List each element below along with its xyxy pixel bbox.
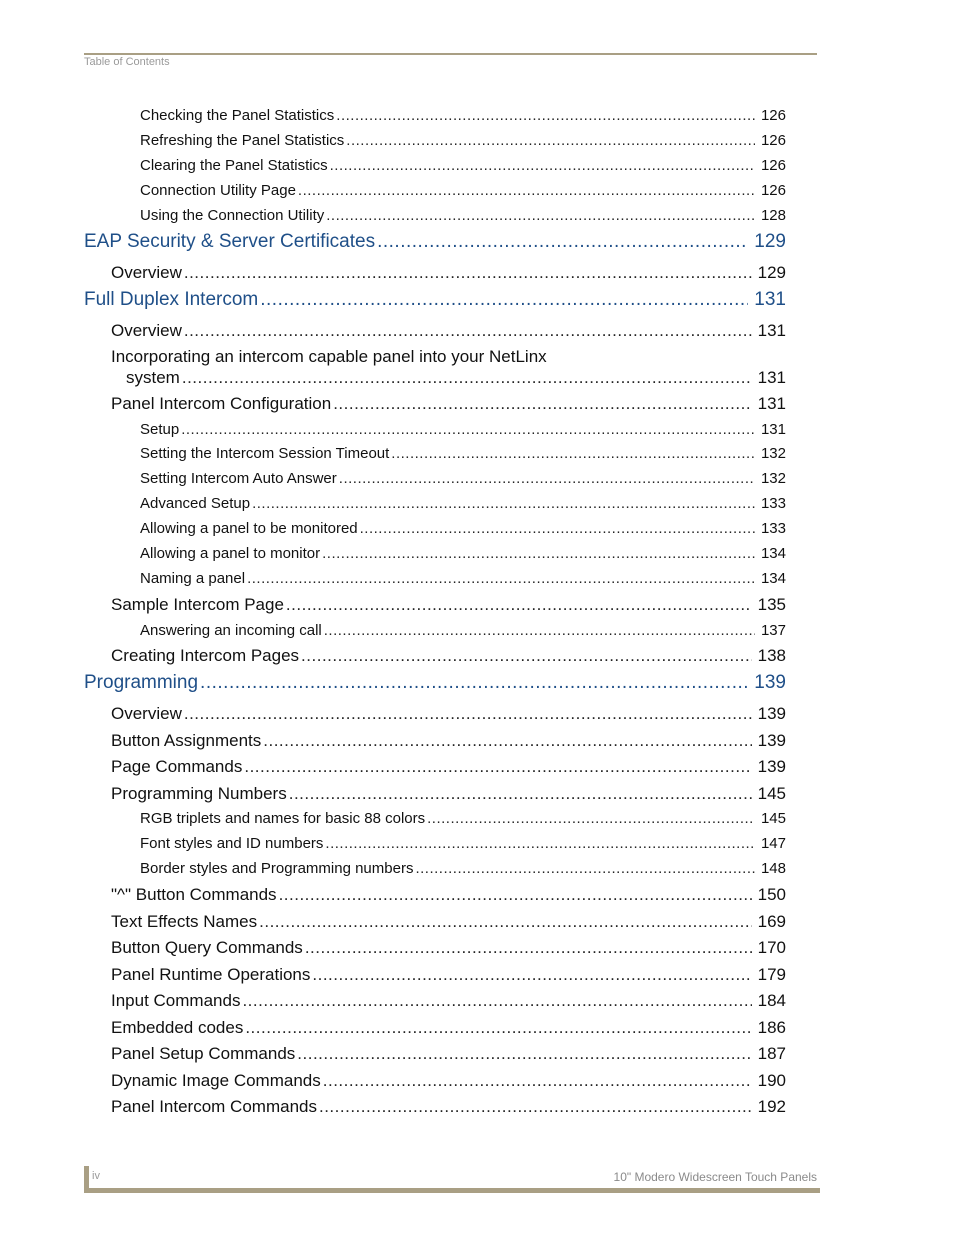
toc-entry-title: Allowing a panel to monitor	[140, 545, 321, 562]
toc-entry-page: 131	[760, 421, 786, 438]
toc-section-heading[interactable]	[84, 289, 786, 311]
toc-entry-title: EAP Security & Server Certificates	[84, 231, 376, 252]
toc-entry-page: 126	[760, 157, 786, 174]
dot-leader	[279, 885, 752, 905]
dot-leader	[289, 784, 752, 804]
toc-entry-page: 147	[760, 835, 786, 852]
dot-leader	[242, 991, 751, 1011]
toc-entry-title: Advanced Setup	[140, 495, 251, 512]
toc-entry-page: 145	[757, 784, 786, 803]
toc-entry-page: 139	[757, 731, 786, 750]
toc-entry[interactable]	[111, 757, 786, 777]
running-header: Table of Contents	[84, 56, 170, 68]
dot-leader	[323, 1071, 752, 1091]
toc-entry[interactable]	[111, 263, 786, 283]
toc-entry[interactable]	[111, 1018, 786, 1038]
dot-leader	[312, 965, 751, 985]
toc-entry[interactable]	[140, 445, 786, 462]
toc-entry-title: Setting the Intercom Session Timeout	[140, 445, 390, 462]
dot-leader	[298, 182, 755, 199]
toc-entry-title: "^" Button Commands	[111, 885, 277, 904]
dot-leader	[319, 1097, 752, 1117]
dot-leader	[415, 860, 755, 877]
toc-entry-title: system	[126, 368, 180, 387]
dot-leader	[260, 289, 748, 311]
toc-entry-title: Allowing a panel to be monitored	[140, 520, 358, 537]
toc-entry-title: Border styles and Programming numbers	[140, 860, 414, 877]
toc-entry-page: 190	[757, 1071, 786, 1090]
toc-entry-title: Overview	[111, 704, 182, 723]
dot-leader	[360, 520, 755, 537]
toc-entry[interactable]	[140, 207, 786, 224]
toc-entry-page: 129	[754, 231, 786, 252]
toc-entry-page: 138	[757, 646, 786, 665]
toc-entry-title: Clearing the Panel Statistics	[140, 157, 328, 174]
toc-entry[interactable]	[111, 646, 786, 666]
toc-entry-title: Overview	[111, 263, 182, 282]
dot-leader	[427, 810, 755, 827]
toc-entry-page: 187	[757, 1044, 786, 1063]
toc-entry[interactable]	[111, 1071, 786, 1091]
toc-entry-page: 170	[757, 938, 786, 957]
toc-entry-title: Programming Numbers	[111, 784, 287, 803]
dot-leader	[184, 704, 752, 724]
dot-leader	[182, 368, 752, 388]
toc-entry-title: Checking the Panel Statistics	[140, 107, 335, 124]
toc-entry-title: Setting Intercom Auto Answer	[140, 470, 337, 487]
dot-leader	[200, 672, 748, 694]
dot-leader	[301, 646, 752, 666]
toc-entry-page: 128	[760, 207, 786, 224]
toc-entry-title: Setup	[140, 421, 180, 438]
footer-product-name: 10" Modero Widescreen Touch Panels	[613, 1170, 817, 1184]
toc-entry[interactable]	[140, 810, 786, 827]
toc-entry[interactable]	[140, 132, 786, 149]
toc-entry-page: 184	[757, 991, 786, 1010]
dot-leader	[322, 545, 755, 562]
toc-entry-title: Naming a panel	[140, 570, 246, 587]
toc-entry[interactable]	[140, 495, 786, 512]
toc-entry[interactable]	[111, 321, 786, 341]
toc-entry-title: Sample Intercom Page	[111, 595, 284, 614]
toc-entry-title: Font styles and ID numbers	[140, 835, 324, 852]
toc-entry[interactable]	[111, 704, 786, 724]
toc-entry[interactable]	[111, 731, 786, 751]
toc-entry-title: Input Commands	[111, 991, 241, 1010]
toc-entry[interactable]	[140, 860, 786, 877]
toc-section-heading[interactable]	[84, 231, 786, 253]
toc-entry-page: 132	[760, 470, 786, 487]
toc-entry-title: Overview	[111, 321, 182, 340]
toc-entry[interactable]	[140, 182, 786, 199]
dot-leader	[377, 231, 748, 253]
dot-leader	[263, 731, 751, 751]
dot-leader	[325, 835, 755, 852]
toc-entry[interactable]	[111, 1044, 786, 1064]
toc-entry[interactable]	[111, 595, 786, 615]
dot-leader	[346, 132, 755, 149]
dot-leader	[247, 570, 755, 587]
toc-entry[interactable]	[111, 965, 786, 985]
toc-entry[interactable]	[140, 520, 786, 537]
toc-entry[interactable]	[111, 885, 786, 905]
dot-leader	[245, 1018, 751, 1038]
toc-entry-page: 148	[760, 860, 786, 877]
toc-entry[interactable]	[140, 570, 786, 587]
toc-entry-page: 129	[757, 263, 786, 282]
dot-leader	[324, 622, 755, 639]
toc-entry-page: 131	[754, 289, 786, 310]
dot-leader	[181, 421, 755, 438]
toc-entry-page: 192	[757, 1097, 786, 1116]
toc-entry-page: 126	[760, 132, 786, 149]
toc-entry-title: Page Commands	[111, 757, 243, 776]
toc-entry[interactable]	[111, 912, 786, 932]
toc-entry[interactable]	[111, 1097, 786, 1117]
dot-leader	[391, 445, 755, 462]
toc-entry-page: 179	[757, 965, 786, 984]
toc-entry-page: 134	[760, 570, 786, 587]
dot-leader	[252, 495, 755, 512]
toc-entry[interactable]	[140, 622, 786, 639]
toc-entry[interactable]	[126, 368, 786, 388]
toc-entry-title: Using the Connection Utility	[140, 207, 325, 224]
toc-entry-title: Button Query Commands	[111, 938, 303, 957]
toc-entry-title: Programming	[84, 672, 199, 693]
dot-leader	[244, 757, 751, 777]
toc-entry-title-line1[interactable]: Incorporating an intercom capable panel into your NetLinx	[111, 347, 547, 366]
toc-entry-page: 133	[760, 520, 786, 537]
toc-entry-title: RGB triplets and names for basic 88 colors	[140, 810, 426, 827]
toc-entry-title: Embedded codes	[111, 1018, 244, 1037]
toc-section-heading[interactable]	[84, 672, 786, 694]
dot-leader	[305, 938, 752, 958]
toc-entry-page: 186	[757, 1018, 786, 1037]
toc-entry-title: Panel Runtime Operations	[111, 965, 311, 984]
toc-entry[interactable]	[111, 938, 786, 958]
toc-entry[interactable]	[140, 421, 786, 438]
footer-rule	[84, 1188, 820, 1193]
toc-entry-page: 131	[757, 321, 786, 340]
dot-leader	[339, 470, 755, 487]
toc-entry[interactable]	[140, 157, 786, 174]
dot-leader	[336, 107, 755, 124]
toc-entry-page: 126	[760, 107, 786, 124]
dot-leader	[333, 394, 751, 414]
toc-entry-page: 145	[760, 810, 786, 827]
toc-entry-page: 132	[760, 445, 786, 462]
toc-entry-title: Panel Intercom Configuration	[111, 394, 332, 413]
toc-entry-title: Text Effects Names	[111, 912, 258, 931]
toc-entry[interactable]	[140, 545, 786, 562]
dot-leader	[184, 321, 752, 341]
toc-entry[interactable]	[140, 470, 786, 487]
toc-entry-page: 137	[760, 622, 786, 639]
footer-page-number: iv	[92, 1170, 100, 1182]
toc-entry-title: Creating Intercom Pages	[111, 646, 300, 665]
toc-entry-title: Refreshing the Panel Statistics	[140, 132, 345, 149]
dot-leader	[286, 595, 752, 615]
toc-entry[interactable]	[140, 835, 786, 852]
toc-entry-title: Connection Utility Page	[140, 182, 296, 199]
dot-leader	[184, 263, 752, 283]
toc-entry-title: Button Assignments	[111, 731, 262, 750]
toc-entry-page: 131	[757, 368, 786, 387]
dot-leader	[259, 912, 751, 932]
dot-leader	[330, 157, 755, 174]
dot-leader	[326, 207, 755, 224]
toc-entry-title: Dynamic Image Commands	[111, 1071, 321, 1090]
toc-entry-page: 126	[760, 182, 786, 199]
toc-entry-title: Full Duplex Intercom	[84, 289, 259, 310]
dot-leader	[297, 1044, 751, 1064]
toc-entry-page: 139	[757, 757, 786, 776]
toc-entry-page: 150	[757, 885, 786, 904]
toc-entry-page: 169	[757, 912, 786, 931]
toc-entry-page: 131	[757, 394, 786, 413]
toc-entry-page: 135	[757, 595, 786, 614]
toc-entry[interactable]	[111, 991, 786, 1011]
toc-entry[interactable]	[111, 394, 786, 414]
toc-entry-page: 139	[754, 672, 786, 693]
toc-entry[interactable]	[140, 107, 786, 124]
toc-entry[interactable]	[111, 784, 786, 804]
toc-entry-title: Panel Intercom Commands	[111, 1097, 317, 1116]
toc-entry-title: Answering an incoming call	[140, 622, 322, 639]
toc-entry-page: 134	[760, 545, 786, 562]
toc-entry-page: 139	[757, 704, 786, 723]
toc-entry-title: Panel Setup Commands	[111, 1044, 296, 1063]
toc-entry-page: 133	[760, 495, 786, 512]
